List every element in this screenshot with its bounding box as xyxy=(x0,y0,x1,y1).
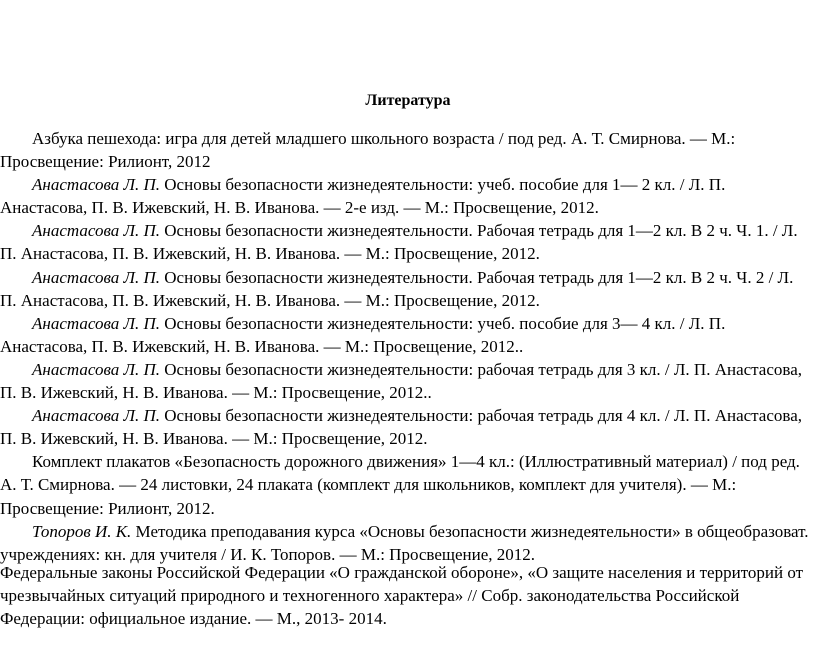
reference-item xyxy=(0,404,812,450)
reference-text: Основы безопасности жизнедеятельности. Рабочая тетрадь для 1—2 кл. В 2 ч. Ч. 2 / Л. П. Анастасова, П. В. Ижевский, Н. В. Иванова. — М.: Просвещение, 2012. xyxy=(0,267,794,310)
reference-item xyxy=(0,266,812,312)
federal-laws-paragraph: Федеральные законы Российской Федерации «О гражданской обороне», «О защите населения и территорий от чрезвычайных ситуаций природного и техногенного характера» // Собр. законодательства Российской Федерации: официальное издание. — М., 2013- 2014. xyxy=(0,563,804,629)
reference-item xyxy=(0,358,812,404)
reference-text: Основы безопасности жизнедеятельности: рабочая тетрадь для 3 кл. / Л. П. Анастасова, П. В. Ижевский, Н. В. Иванова. — М.: Просвещение, 2012.. xyxy=(0,359,802,403)
reference-author: Топоров И. К. xyxy=(32,521,132,541)
reference-text: Основы безопасности жизнедеятельности: учеб. пособие для 1— 2 кл. / Л. П. Анастасова, П. В. Ижевский, Н. В. Иванова. — 2-е изд. — М.: Просвещение, 2012. xyxy=(0,175,726,218)
reference-author: Анастасова Л. П. xyxy=(32,313,161,333)
reference-author: Анастасова Л. П. xyxy=(32,175,161,195)
reference-item xyxy=(0,173,812,219)
reference-text: Методика преподавания курса «Основы безопасности жизнедеятельности» в общеобразоват. учреждениях: кн. для учителя / И. К. Топоров. — М.: Просвещение, 2012. xyxy=(0,521,809,564)
reference-author: Анастасова Л. П. xyxy=(32,359,161,379)
reference-item xyxy=(0,312,812,358)
reference-item xyxy=(0,450,812,519)
reference-list xyxy=(0,127,812,566)
reference-text: Основы безопасности жизнедеятельности. Рабочая тетрадь для 1—2 кл. В 2 ч. Ч. 1. / Л. П. Анастасова, П. В. Ижевский, Н. В. Иванова. — М.: Просвещение, 2012. xyxy=(0,221,798,264)
page-title: Литература xyxy=(365,92,451,109)
reference-author: Анастасова Л. П. xyxy=(32,406,161,426)
reference-author: Анастасова Л. П. xyxy=(32,221,161,241)
reference-item xyxy=(0,219,812,265)
reference-text: Азбука пешехода: игра для детей младшего школьного возраста / под ред. А. Т. Смирнова. — М.: Просвещение: Рилионт, 2012 xyxy=(0,129,736,172)
reference-text: Основы безопасности жизнедеятельности: учеб. пособие для 3— 4 кл. / Л. П. Анастасова, П. В. Ижевский, Н. В. Иванова. — М.: Просвещение, 2012.. xyxy=(0,313,726,356)
reference-item xyxy=(0,127,812,173)
reference-author: Анастасова Л. П. xyxy=(32,267,161,287)
reference-text: Комплект плакатов «Безопасность дорожного движения» 1—4 кл.: (Иллюстративный материал) / под ред. А. Т. Смирнова. — 24 листовки, 24 плаката (комплект для школьников, комплект для учителя). — М.: Просвещение: Рилионт, 2012. xyxy=(0,452,800,518)
reference-text: Основы безопасности жизнедеятельности: рабочая тетрадь для 4 кл. / Л. П. Анастасова, П. В. Ижевский, Н. В. Иванова. — М.: Просвещение, 2012. xyxy=(0,406,802,449)
reference-item xyxy=(0,520,812,566)
